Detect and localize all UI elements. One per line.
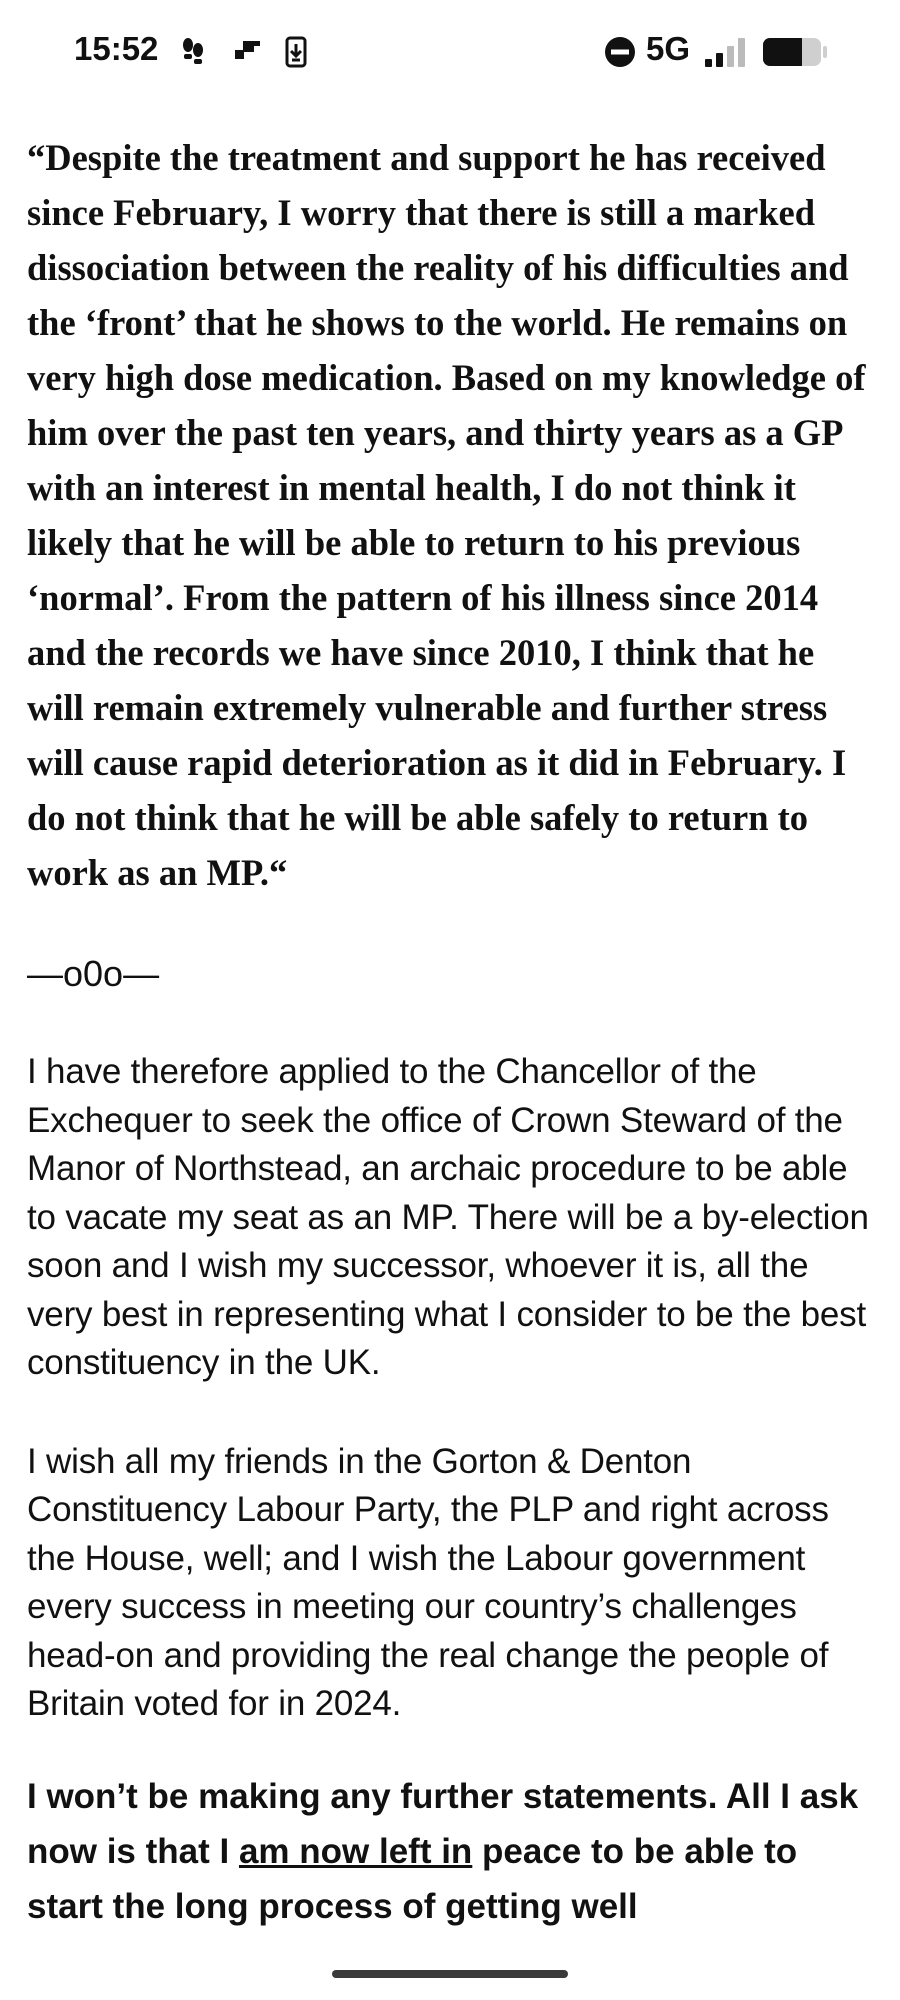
status-bar xyxy=(0,0,900,100)
final-statement-start: I won’t be making any further statements. All I ask now is that I xyxy=(27,1776,859,1871)
notification-icon xyxy=(234,36,262,66)
status-time: 15:52 xyxy=(74,30,159,67)
signal-icon xyxy=(704,36,750,68)
do-not-disturb-icon xyxy=(604,36,636,68)
battery-icon xyxy=(762,36,828,68)
article-content xyxy=(27,130,877,1934)
thanks-paragraph: I wish all my friends in the Gorton & Denton Constituency Labour Party, the PLP and right across the House, well; and I wish the Labour government every success in meeting our country’s challenges head-on and providing the real change the people of Britain voted for in 2024. xyxy=(27,1441,829,1723)
footsteps-icon xyxy=(180,36,206,68)
home-indicator[interactable] xyxy=(332,1970,568,1978)
quoted-statement: “Despite the treatment and support he has received since February, I worry that there is still a marked dissociation between the reality of his difficulties and the ‘front’ that he shows to the world. He remains on very high dose medication. Based on my knowledge of him over the past ten years, and thirty years as a GP with an interest in mental health, I do not think it likely that he will be able to return to his previous ‘normal’. From the pattern of his illness since 2014 and the records we have since 2010, I think that he will remain extremely vulnerable and further stress will cause rapid deterioration as it did in February. I do not think that he will be able safely to return to work as an MP.“ xyxy=(27,137,866,893)
download-icon xyxy=(284,36,308,68)
final-statement-end: peace to be able to start the long process of getting well xyxy=(27,1831,798,1926)
resignation-paragraph: I have therefore applied to the Chancellor of the Exchequer to seek the office of Crown Steward of the Manor of Northstead, an archaic procedure to be able to vacate my seat as an MP. There will be a by-election soon and I wish my successor, whoever it is, all the very best in representing what I consider to be the best constituency in the UK. xyxy=(27,1052,869,1382)
underlined-phrase: am now left in xyxy=(238,1831,473,1871)
final-statement xyxy=(27,1769,877,1934)
section-separator: —o0o— xyxy=(27,953,160,994)
network-type: 5G xyxy=(646,30,691,67)
